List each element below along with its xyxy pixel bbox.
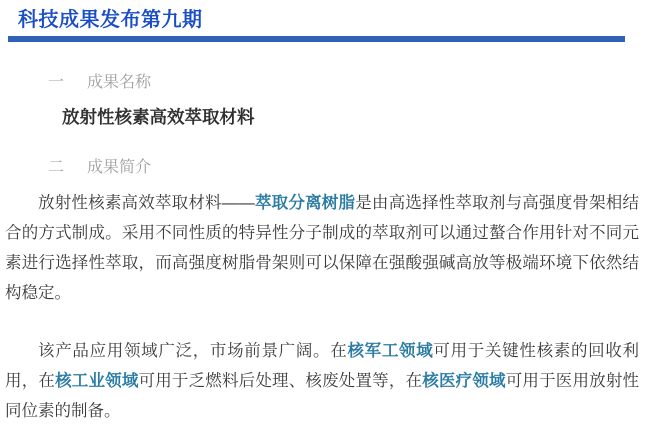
application-paragraph — [5, 336, 639, 426]
page-title: 科技成果发布第九期 — [18, 9, 203, 31]
achievement-name: 放射性核素高效萃取材料 — [62, 107, 255, 127]
section-heading-intro — [48, 157, 645, 178]
body-text-segment: 是由高选择性萃取剂与高强度骨架相结合的方式制成。采用不同性质的特异性分子制成的萃取剂可以通过螯合作用针对不同元素进行选择性萃取，而高强度树脂骨架则可以保障在强酸强碱高放等极端环境下依然结构稳定。 — [5, 194, 640, 302]
highlighted-term: 核工业领域 — [55, 372, 139, 390]
highlighted-term: 核医疗领域 — [422, 372, 506, 390]
highlighted-term: 萃取分离树脂 — [254, 194, 356, 212]
body-text-segment: 可用于医用放射性同位素的制备。 — [5, 372, 640, 420]
highlighted-term: 核军工领域 — [347, 342, 434, 360]
section-two-label: 成果简介 — [87, 159, 152, 176]
section-two-marker: 二 — [48, 159, 65, 176]
body-text-segment: 该产品应用领域广泛，市场前景广阔。在 — [38, 342, 348, 360]
section-one-label: 成果名称 — [87, 74, 152, 91]
title-underline — [8, 36, 625, 42]
body-text-segment: 可用于关键性核素的回收利用，在 — [5, 342, 640, 390]
body-text-segment: 可用于乏燃料后处理、核废处置等，在 — [138, 372, 423, 390]
section-heading-name — [48, 72, 645, 93]
intro-paragraph — [5, 188, 639, 308]
body-text-segment: 放射性核素高效萃取材料—— — [38, 194, 255, 212]
section-one-marker: 一 — [48, 74, 65, 91]
